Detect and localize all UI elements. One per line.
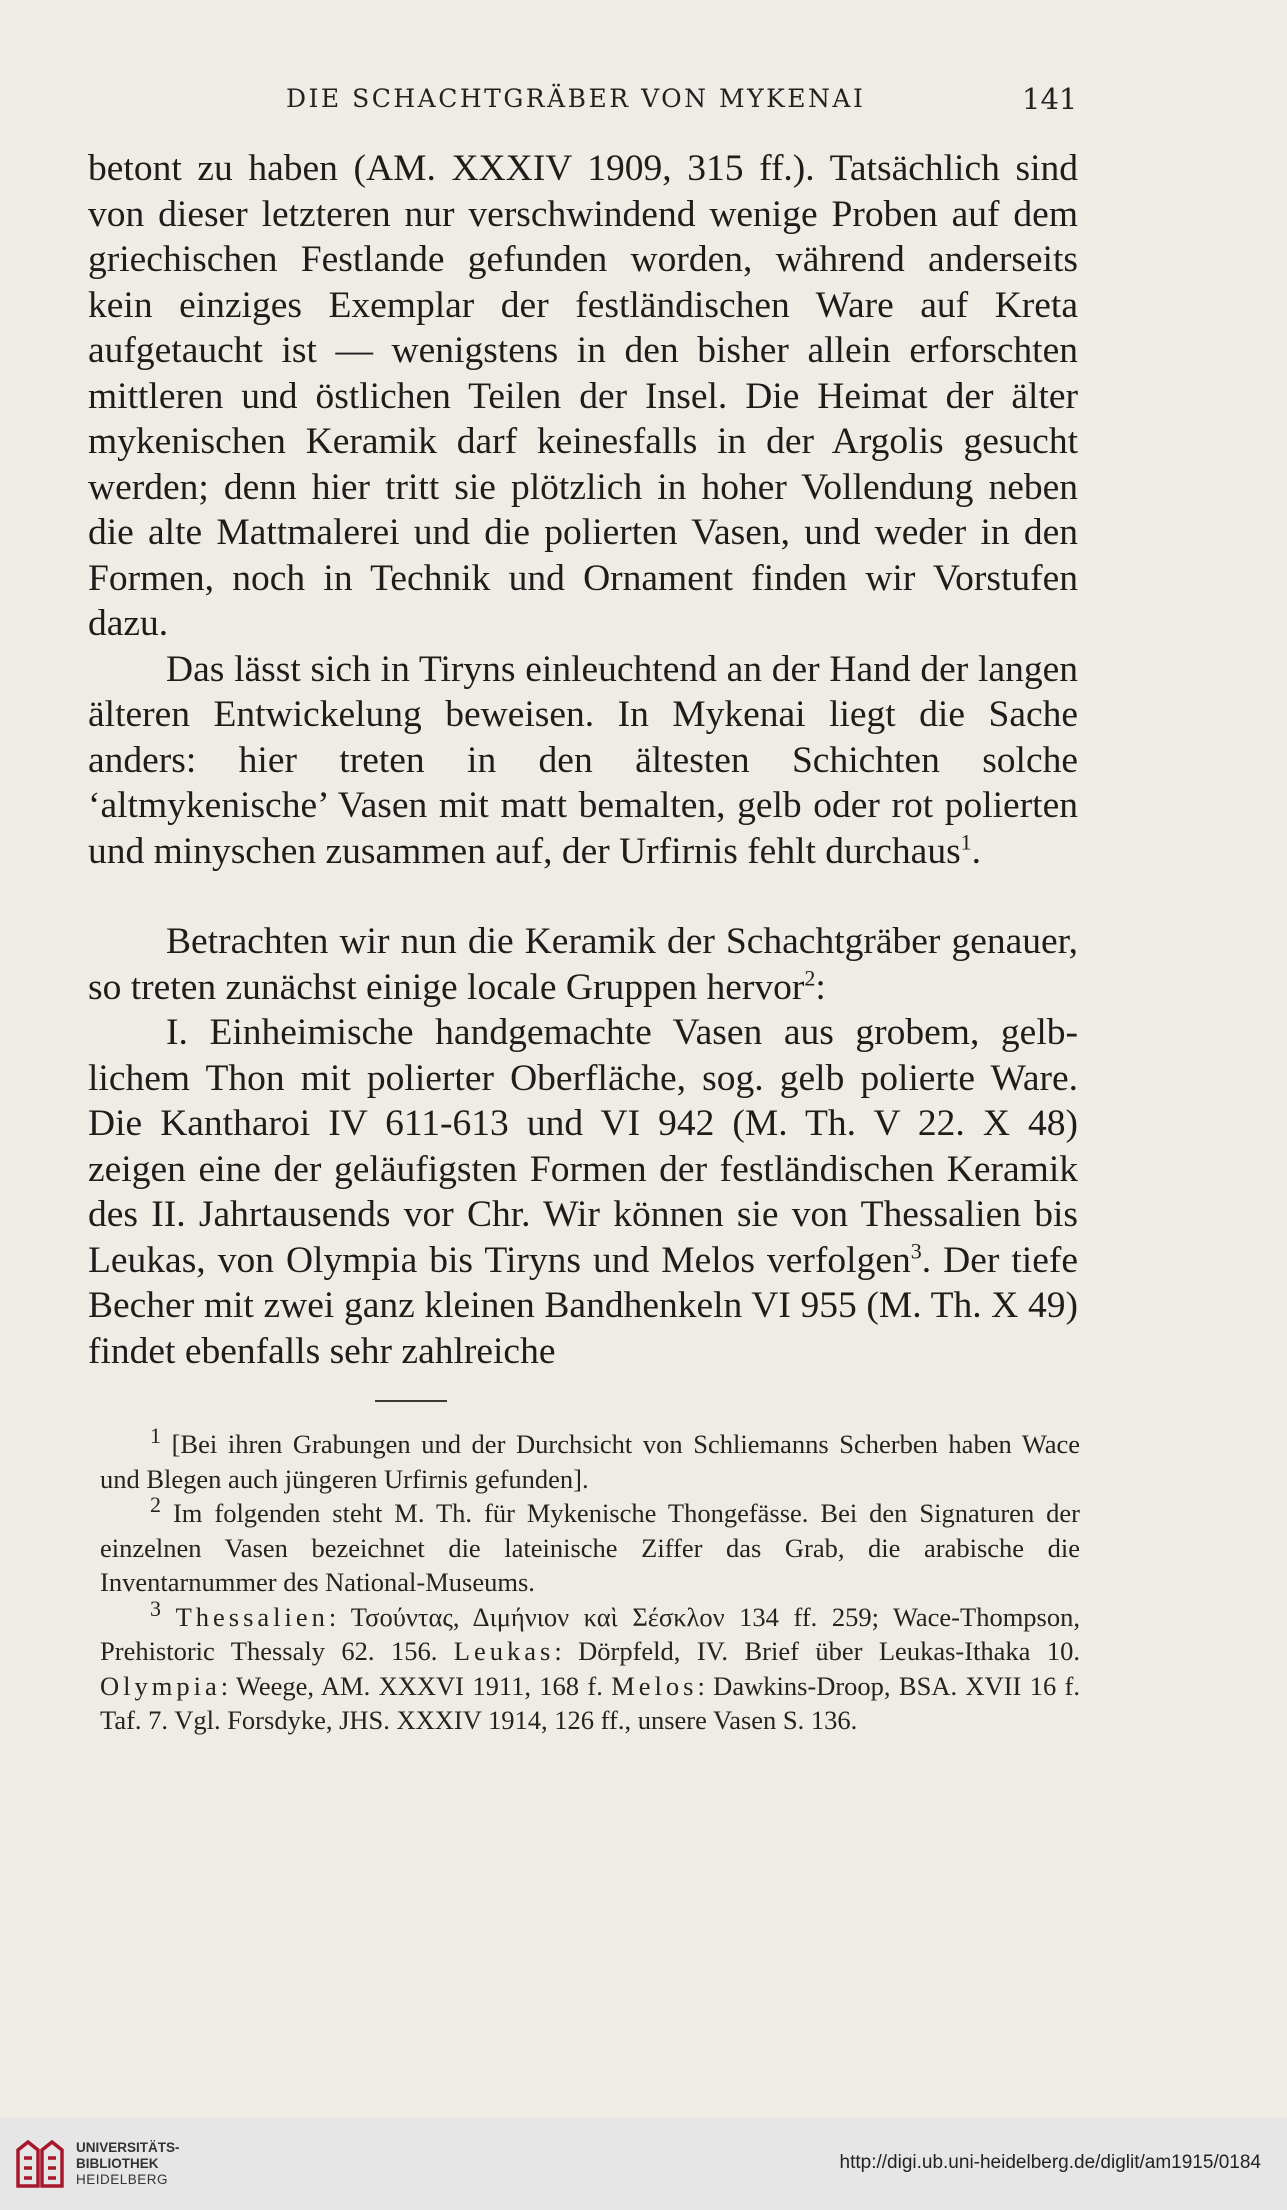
running-head (0, 84, 1287, 124)
footnote-3 (100, 1595, 1080, 1738)
library-footer (0, 2118, 1287, 2210)
footnote-3-part-1: : Τσούντας, Διμήνιον καὶ Σέσκλον 134 ff. 259; Wace-Thompson, Prehistoric Thessaly 62. 156. (100, 1601, 1080, 1666)
permalink-url[interactable]: http://digi.ub.uni-heidelberg.de/diglit/am1915/0184 (839, 2152, 1261, 2173)
paragraph-3 (88, 919, 1078, 1010)
paragraph-2 (88, 647, 1078, 875)
footnote-divider (375, 1400, 447, 1402)
paragraph-1-text: betont zu haben (AM. XXXIV 1909, 315 ff.). Tatsächlich sind von dieser letzteren nur verschwindend wenige Proben auf dem griechischen Festlande gefunden worden, während anderseits kein einziges Exemplar der festländischen Ware auf Kreta aufgetaucht ist — wenigstens in den bisher allein erforschten mittleren und östlichen Teilen der Insel. Die Heimat der älter mykenischen Keramik darf keinesfalls in der Argolis gesucht werden; denn hier tritt sie plötzlich in hoher Vollendung neben die alte Mattmalerei und die polierten Vasen, und weder in den Formen, noch in Technik und Ornament finden wir Vorstufen dazu. (88, 148, 1078, 644)
logo-line-3: HEIDELBERG (76, 2172, 169, 2187)
footnote-3-part-2: : Dörpfeld, IV. Brief über Leukas-Ithaka 10. (554, 1636, 1080, 1666)
main-text (88, 146, 1078, 1374)
logo-line-1: UNIVERSITÄTS- (76, 2140, 180, 2155)
paragraph-3-text: Betrachten wir nun die Keramik der Schachtgräber genauer, so treten zunächst einige locale Gruppen hervor (88, 921, 1078, 1008)
footnote-ref-3[interactable]: 3 (910, 1238, 922, 1263)
university-library-logo-icon[interactable] (14, 2138, 66, 2190)
paragraph-4 (88, 1010, 1078, 1374)
running-title: DIE SCHACHTGRÄBER VON MYKENAI (286, 84, 866, 113)
footnote-2-text: Im folgenden steht M. Th. für Mykenische Thongefässe. Bei den Signaturen der einzelnen Vasen bezeichnet die lateinische Ziffer das Grab, die arabische die Inventarnummer des National-Museums. (100, 1498, 1080, 1597)
paragraph-4-continuation: . Der tiefe Becher mit zwei ganz kleinen Bandhenkeln VI 955 (M. Th. X 49) findet ebenfalls sehr zahlreiche (88, 1239, 1078, 1372)
paragraph-1 (88, 146, 1078, 647)
place-melos: Melos (611, 1670, 698, 1701)
footnote-1 (100, 1423, 1081, 1496)
footnotes (100, 1423, 1081, 1738)
footnote-ref-2[interactable]: 2 (804, 965, 816, 990)
paragraph-4-text: I. Einheimische handgemachte Vasen aus grobem, gelblichem Thon mit polierter Oberfläche, sog. gelb polierte Ware. Die Kantharoi IV 611-613 und VI 942 (M. Th. V 22. X 48) zeigen eine der geläufigsten Formen der festländischen Keramik des II. Jahrtausends vor Chr. Wir können sie von Thessalien bis Leukas, von Olympia bis Tiryns und Melos verfolgen (88, 1012, 1078, 1281)
page-number: 141 (1022, 82, 1078, 116)
place-leukas: Leukas (453, 1636, 555, 1666)
footnote-mark-2: 2 (150, 1492, 161, 1518)
footnote-3-part-3: : Weege, AM. XXXVI 1911, 168 f. (220, 1670, 612, 1701)
library-logo-text[interactable] (76, 2140, 180, 2188)
footnote-ref-1[interactable]: 1 (960, 829, 972, 854)
footnote-3-part-4: : Dawkins-Droop, BSA. XVII 16 f. Taf. 7. Vgl. Forsdyke, JHS. XXXIV 1914, 126 ff., unsere Vasen S. 136. (100, 1670, 1080, 1735)
footnote-mark-1: 1 (150, 1423, 161, 1449)
footnote-2 (100, 1492, 1080, 1600)
place-thessalien: Thessalien (175, 1601, 329, 1632)
footnote-mark-3: 3 (150, 1595, 161, 1621)
paragraph-2-text: Das lässt sich in Tiryns einleuchtend an der Hand der langen älteren Entwickelung beweisen. In Mykenai liegt die Sache anders: hier treten in den ältesten Schichten solche ‘altmykenische’ Vasen mit matt bemalten, gelb oder rot polierten und minyschen zusammen auf, der Urfirnis fehlt durchaus (88, 648, 1078, 872)
footnote-1-text: [Bei ihren Grabungen und der Durchsicht von Schliemanns Scherben haben Wace und Blegen auch jüngeren Urfirnis gefunden]. (100, 1429, 1081, 1494)
paragraph-3-end: : (815, 966, 826, 1008)
place-olympia: Olympia (100, 1670, 221, 1701)
logo-line-2: BIBLIOTHEK (76, 2156, 159, 2171)
paragraph-2-end: . (971, 830, 982, 872)
